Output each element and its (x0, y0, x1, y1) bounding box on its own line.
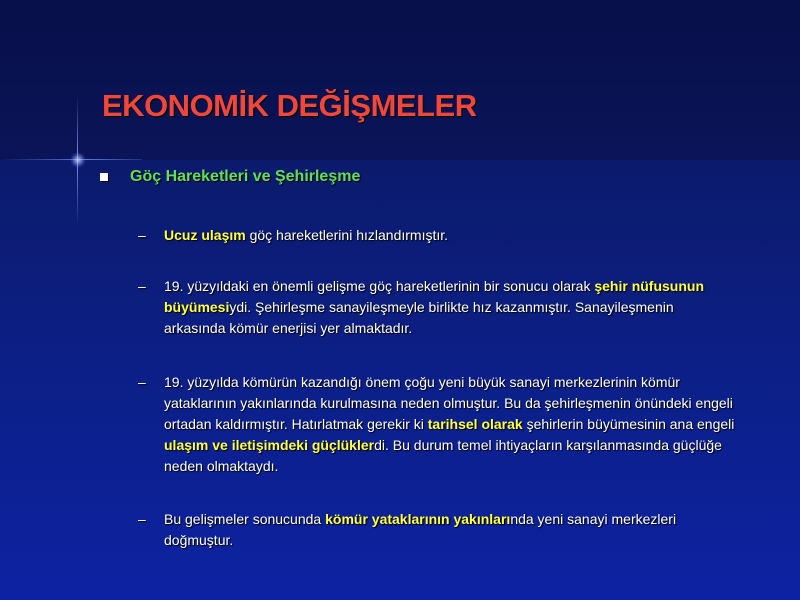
decorative-glow-icon (70, 152, 86, 168)
body-text: di. Bu durum temel ihtiyaçların karşılanmasında güçlüğe neden olmaktaydı. (164, 437, 722, 474)
sub-bullet-text (164, 372, 738, 477)
header-band (0, 0, 800, 160)
body-text: 19. yüzyılda kömürün kazandığı önem çoğu yeni büyük sanayi merkezlerinin kömür yataklarının yakınlarında kurulmasına neden olmuştur. Bu da şehirleşmenin önündeki engeli ortadan kaldırmıştır. Hatırlatmak gerekir ki (164, 374, 733, 432)
body-text: 19. yüzyıldaki en önemli gelişme göç hareketlerinin bir sonucu olarak (164, 278, 595, 294)
emphasized-text: tarihsel olarak (427, 416, 523, 432)
emphasized-text: şehir nüfusunun büyümesi (164, 278, 705, 315)
dash-bullet-icon: – (138, 511, 146, 527)
emphasized-text: ulaşım ve iletişimdeki güçlükler (164, 437, 375, 453)
sub-bullet-item (138, 225, 738, 246)
body-text: ydi. Şehirleşme sanayileşmeyle birlikte hız kazanmıştır. Sanayileşmenin arkasında kömür enerjisi yer almaktadır. (164, 299, 674, 336)
emphasized-text: Ucuz ulaşım (164, 227, 246, 243)
body-text: göç hareketlerini hızlandırmıştır. (245, 227, 449, 243)
body-text: Bu gelişmeler sonucunda (164, 511, 326, 527)
sub-bullet-item (138, 372, 738, 477)
sub-bullet-text (164, 509, 738, 551)
sub-bullet-item (138, 509, 738, 551)
body-text: nda yeni sanayi merkezleri doğmuştur. (164, 511, 677, 548)
main-bullet-label: Göç Hareketleri ve Şehirleşme (130, 168, 361, 185)
sub-bullet-text (164, 225, 738, 246)
dash-bullet-icon: – (138, 374, 146, 390)
emphasized-text: kömür yataklarının yakınları (325, 511, 511, 527)
dash-bullet-icon: – (138, 227, 146, 243)
slide-title: EKONOMİK DEĞİŞMELER (102, 88, 477, 123)
main-bullet (100, 168, 360, 186)
sub-bullet-text (164, 276, 738, 339)
body-text: şehirlerin büyümesinin ana engeli (522, 416, 735, 432)
square-bullet-icon (100, 173, 108, 181)
sub-bullet-item (138, 276, 738, 339)
dash-bullet-icon: – (138, 278, 146, 294)
